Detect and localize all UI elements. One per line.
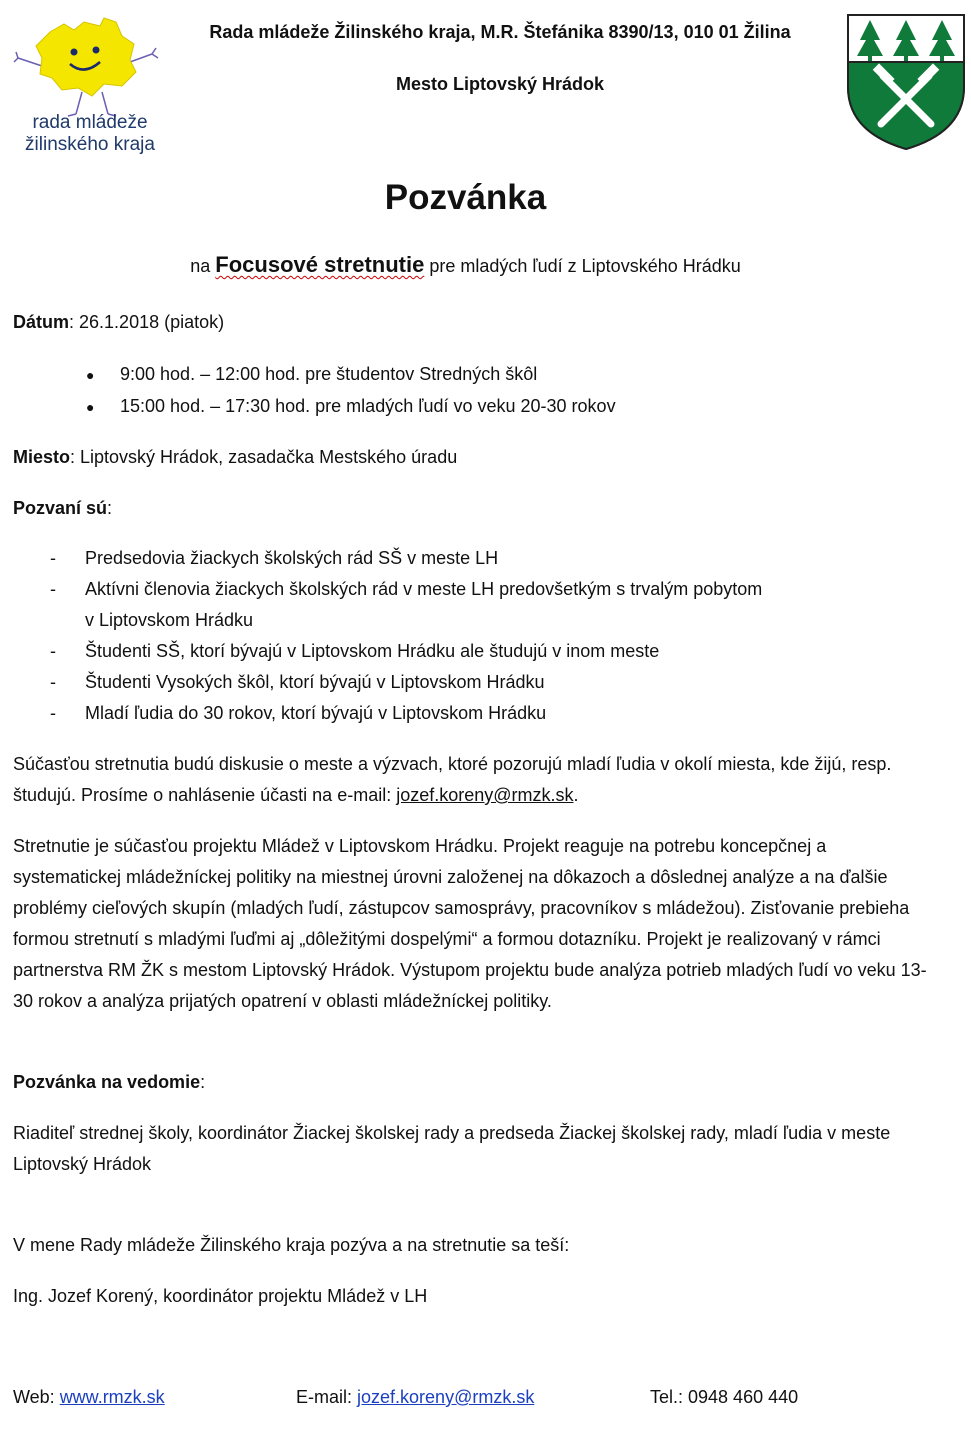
contact-email-link[interactable]: jozef.koreny@rmzk.sk	[396, 785, 574, 805]
invited-item: Mladí ľudia do 30 rokov, ktorí bývajú v Liptovskom Hrádku	[85, 703, 547, 723]
invited-list	[0, 548, 971, 728]
date-line	[13, 312, 224, 333]
date-value: : 26.1.2018 (piatok)	[69, 312, 225, 332]
dash-marker: -	[50, 641, 56, 661]
subtitle	[0, 252, 931, 278]
dash-marker: -	[50, 703, 56, 723]
invited-item-continuation: v Liptovskom Hrádku	[85, 610, 254, 630]
invited-item: Predsedovia žiackych školských rád SŠ v meste LH	[85, 548, 499, 568]
subtitle-event-name: Focusové stretnutie	[215, 252, 425, 277]
invited-item: Študenti SŠ, ktorí bývajú v Liptovskom Hrádku ale študujú v inom meste	[85, 641, 660, 661]
cc-heading: Pozvánka na vedomie:	[13, 1072, 206, 1092]
cc-label: Pozvánka na vedomie	[13, 1072, 201, 1092]
dash-marker: -	[50, 579, 56, 599]
youth-council-logo-icon	[12, 14, 162, 124]
subtitle-suffix: pre mladých ľudí z Liptovského Hrádku	[429, 256, 741, 276]
website-link[interactable]: www.rmzk.sk	[59, 1387, 165, 1407]
invited-item: Študenti Vysokých škôl, ktorí bývajú v Liptovskom Hrádku	[85, 672, 545, 692]
invited-item: Aktívni členovia žiackych školských rád v meste LH predovšetkým s trvalým pobytom	[85, 579, 763, 599]
dash-marker: -	[50, 672, 56, 692]
page-title: Pozvánka	[384, 178, 547, 217]
session-list	[0, 364, 971, 434]
footer-phone: Tel.: 0948 460 440	[650, 1387, 799, 1407]
city-name: Mesto Liptovský Hrádok	[395, 74, 605, 94]
town-crest-icon	[845, 12, 967, 152]
subtitle-prefix: na	[190, 256, 211, 276]
organization-address: Rada mládeže Žilinského kraja, M.R. Štefánika 8390/13, 010 01 Žilina	[209, 22, 791, 42]
cc-recipients: Riaditeľ strednej školy, koordinátor Žiackej školskej rady a predseda Žiackej školskej rady, mladí ľudia v meste Liptovský Hrádok	[13, 1123, 891, 1174]
place-value: : Liptovský Hrádok, zasadačka Mestského úradu	[70, 447, 458, 467]
dash-marker: -	[50, 548, 56, 568]
session-item: 9:00 hod. – 12:00 hod. pre študentov Stredných škôl	[120, 364, 538, 384]
invited-heading: Pozvaní sú:	[13, 498, 113, 518]
logo-text-line-1: rada mládeže	[32, 112, 148, 133]
footer-web: Web: www.rmzk.sk	[13, 1387, 165, 1407]
footer-email-link[interactable]: jozef.koreny@rmzk.sk	[357, 1387, 535, 1407]
project-description: Stretnutie je súčasťou projektu Mládež v Liptovskom Hrádku. Projekt reaguje na potrebu koncepčnej a systematickej mládežníckej politiky na miestnej úrovni založenej na dôkazoch a dôslednej analýze a na ďalšie problémy cieľových skupín (mladých ľudí, zástupcov samosprávy, pracovníkov s mládežou). Zisťovanie prebieha formou stretnutí s mladými ľuďmi aj „dôležitými dospelými“ a formou dotazníku. Projekt je realizovaný v rámci partnerstva RM ŽK s mestom Liptovský Hrádok. Výstupom projektu bude analýza potrieb mladých ľudí vo veku 13-30 rokov a analýza prijatých opatrení v oblasti mládežníckej politiky.	[13, 836, 927, 1011]
place-label: Miesto	[13, 447, 71, 467]
bullet-icon: ●	[86, 399, 95, 415]
participation-paragraph: Súčasťou stretnutia budú diskusie o meste a výzvach, ktoré pozorujú mladí ľudia v okolí miesta, kde žijú, resp. študujú. Prosíme o nahlásenie účasti na e-mail: jozef.koreny@rmzk.sk.	[13, 754, 892, 805]
place-line	[13, 447, 457, 468]
logo-text-line-2: žilinského kraja	[25, 134, 155, 155]
town-crest	[845, 12, 967, 152]
closing-text: V mene Rady mládeže Žilinského kraja pozýva a na stretnutie sa teší:	[13, 1235, 570, 1255]
invited-label: Pozvaní sú	[13, 498, 108, 518]
footer-email: E-mail: jozef.koreny@rmzk.sk	[296, 1387, 535, 1407]
session-item: 15:00 hod. – 17:30 hod. pre mladých ľudí vo veku 20-30 rokov	[120, 396, 616, 416]
date-label: Dátum	[13, 312, 70, 332]
bullet-icon: ●	[86, 367, 95, 383]
signature: Ing. Jozef Korený, koordinátor projektu Mládež v LH	[13, 1286, 428, 1306]
youth-council-logo	[12, 14, 162, 164]
